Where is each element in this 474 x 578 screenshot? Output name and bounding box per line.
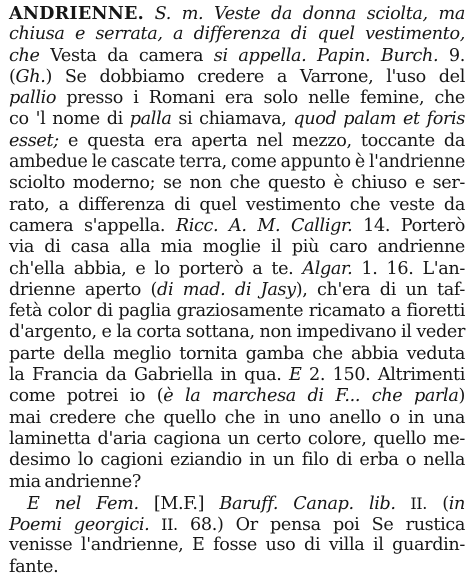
entry-line xyxy=(9,109,465,130)
entry-line xyxy=(9,195,465,216)
text-run: ) Se dobbiamo credere a Varrone, l'uso del xyxy=(45,66,465,87)
entry-line xyxy=(9,237,465,258)
entry-line xyxy=(9,429,465,450)
italic-run: è la marchesa di F... che parla xyxy=(163,386,459,407)
italic-run: si appella. Papin. Burch. xyxy=(213,45,439,66)
text-run: 14. Porterò xyxy=(352,215,465,236)
entry-line xyxy=(9,259,465,280)
italic-run: Algar. xyxy=(302,258,353,279)
text-run: 2. 150. Altrimenti xyxy=(301,365,465,386)
text-run: presso i Romani era solo nelle femine, che xyxy=(56,88,465,109)
italic-run: pallio xyxy=(9,88,57,109)
entry-line xyxy=(9,514,465,535)
entry-line xyxy=(9,450,465,471)
text-run: ambedue le cascate terra, come appunto è l'andrienne xyxy=(9,152,465,173)
entry-line xyxy=(9,344,465,365)
text-run: parte della meglio tornita gamba che abbia veduta xyxy=(9,343,465,364)
text-run: drienne aperto ( xyxy=(9,279,158,300)
italic-run: Baruff. Canap. lib. xyxy=(219,493,396,514)
text-run: mia andrienne? xyxy=(9,471,141,492)
entry-line xyxy=(9,152,465,173)
text-run xyxy=(144,4,155,24)
text-run: ), ch'era di un taf- xyxy=(295,279,465,300)
entry-line xyxy=(9,408,465,429)
text-run: 1. 16. L'an- xyxy=(352,258,465,279)
text-run: 68.) Or pensa poi Se rustica xyxy=(177,515,465,536)
text-run: d'argento, e la corta sottana, non impedivano il veder xyxy=(9,322,465,343)
text-run: [M.F.] xyxy=(138,493,220,514)
entry-line xyxy=(9,216,465,237)
text-run: via di casa alla mia moglie il più caro andrienne xyxy=(9,237,465,258)
italic-run: E nel Fem. xyxy=(27,493,139,514)
entry-line xyxy=(9,67,465,88)
entry-line xyxy=(9,173,465,194)
entry-line xyxy=(9,24,465,45)
entry-headword: ANDRIENNE. xyxy=(9,3,144,24)
text-run: mai credere che quello che in uno anello o in una xyxy=(9,407,465,428)
entry-line xyxy=(9,493,465,514)
entry-line xyxy=(9,322,465,343)
text-run: ch'ella abbia, e lo porterò a te. xyxy=(9,258,303,279)
text-run: laminetta d'aria cagiona un certo colore, quello me- xyxy=(9,428,465,449)
entry-line xyxy=(9,131,465,152)
text-run: 9. xyxy=(438,45,465,66)
text-run: desimo lo cagioni eziandio in un filo di erba o nella xyxy=(9,450,465,471)
text-run: e questa era aperta nel mezzo, toccante da xyxy=(58,130,465,151)
dictionary-entry-andrienne xyxy=(9,3,465,578)
text-run: la Francia da Gabriella in qua. xyxy=(9,365,289,386)
italic-run: chiusa e serrata, a differenza di quel vestimento, xyxy=(9,24,465,45)
text-run: ( xyxy=(427,493,449,514)
text-run: Vesta da camera xyxy=(39,45,214,66)
italic-run: S. m. Veste da donna sciolta, ma xyxy=(154,4,465,24)
italic-run: in xyxy=(448,493,465,514)
entry-line xyxy=(9,472,465,493)
text-run: fetà color di paglia graziosamente ricamato a fioretti xyxy=(9,301,465,322)
italic-run: di mad. di Jasy xyxy=(157,279,296,300)
entry-line xyxy=(9,280,465,301)
small-caps-run: II. xyxy=(395,493,428,513)
small-caps-run: II. xyxy=(149,515,178,535)
italic-run: quod palam et foris xyxy=(293,109,465,130)
entry-line xyxy=(9,365,465,386)
text-run: sciolto moderno; se non che questo è chiuso e ser- xyxy=(9,173,465,194)
text-run: ) xyxy=(458,386,465,407)
italic-run: Poemi georgici. xyxy=(9,515,150,536)
text-run: come potrei io ( xyxy=(9,386,164,407)
entry-line xyxy=(9,557,465,578)
text-run: si chiamava, xyxy=(171,109,294,130)
entry-line xyxy=(9,386,465,407)
text-run: camera s'appella. xyxy=(9,215,176,236)
italic-run: esset; xyxy=(9,130,59,151)
entry-line xyxy=(9,3,465,24)
entry-line xyxy=(9,301,465,322)
text-run: rato, a differenza di quel vestimento che veste da xyxy=(9,194,465,215)
text-run: ( xyxy=(9,66,16,87)
text-run: venisse l'andrienne, E fosse uso di villa il guardin- xyxy=(9,535,465,556)
entry-line xyxy=(9,535,465,556)
italic-run: Ricc. A. M. Calligr. xyxy=(175,215,353,236)
italic-run: che xyxy=(9,45,40,66)
text-run: co 'l nome di xyxy=(9,109,130,130)
entry-line xyxy=(9,46,465,67)
italic-run: Gh. xyxy=(15,66,46,87)
italic-run: E xyxy=(288,365,302,386)
italic-run: palla xyxy=(129,109,172,130)
text-run: fante. xyxy=(9,556,59,577)
entry-line xyxy=(9,88,465,109)
